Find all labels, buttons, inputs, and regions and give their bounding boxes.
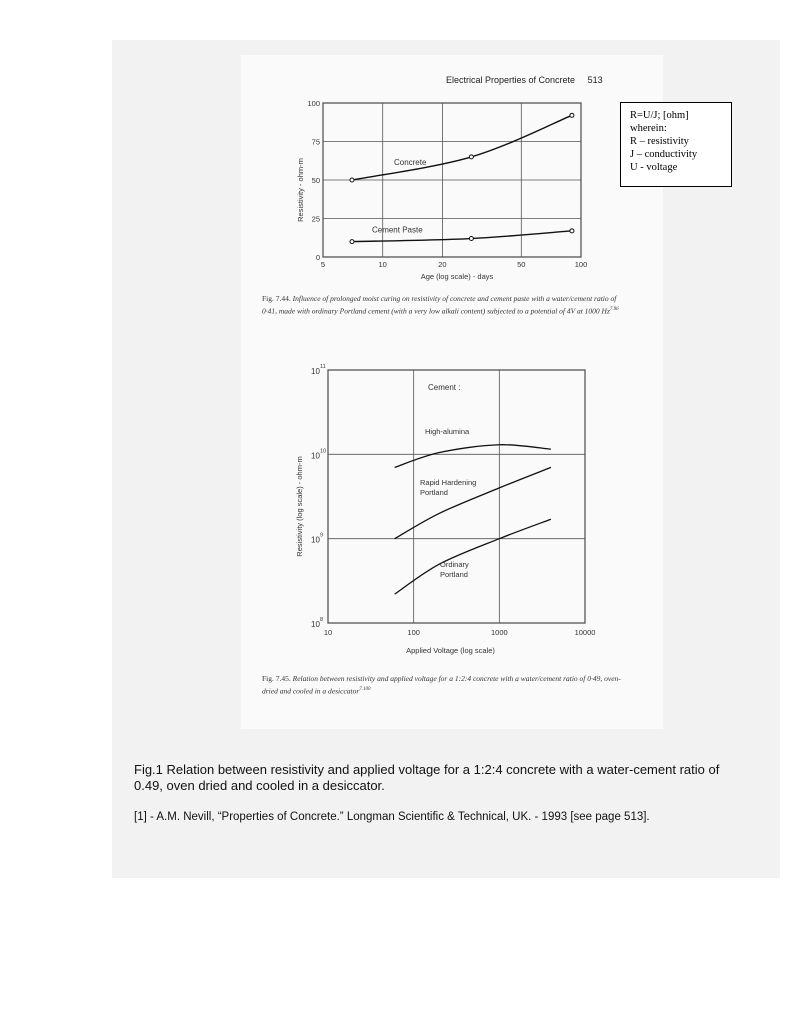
note-line: wherein: <box>630 123 667 134</box>
x-axis-label: Applied Voltage (log scale) <box>406 646 495 655</box>
series-label: Cement Paste <box>371 225 423 235</box>
note-line: J – conductivity <box>630 149 698 160</box>
fig-744-ref: 7.96 <box>609 307 619 312</box>
y-axis-label: Resistivity - ohm-m <box>296 158 305 222</box>
x-tick-label: 100 <box>407 628 420 637</box>
series-line <box>395 445 551 468</box>
series-label: Portland <box>440 570 468 579</box>
x-axis-label: Age (log scale) - days <box>420 272 494 281</box>
y-tick-label: 50 <box>311 176 320 185</box>
note-line: R=U/J; [ohm] <box>630 110 689 121</box>
series-label: Ordinary <box>440 560 469 569</box>
x-tick-label: 10 <box>323 628 333 637</box>
fig-745-caption <box>262 673 632 697</box>
y-tick-label: 0 <box>315 253 320 262</box>
y-axis-label: Resistivity (log scale) - ohm-m <box>295 456 304 557</box>
y-tick-exponent: 10 <box>320 448 327 455</box>
resistivity-formula-note <box>620 102 732 187</box>
reference: [1] - A.M. Nevill, “Properties of Concrete.” Longman Scientific & Technical, UK. - 1993 [see page 513]. <box>134 811 650 823</box>
fig-745-ref: 7.100 <box>359 687 371 692</box>
y-tick-base: 10 <box>311 451 320 461</box>
y-tick-label: 75 <box>311 137 320 147</box>
figure-caption: Fig.1 Relation between resistivity and applied voltage for a 1:2:4 concrete with a water-cement ratio of 0.49, oven dried and cooled in a desiccator. <box>134 762 720 793</box>
y-tick-base: 10 <box>311 535 320 545</box>
y-tick-label: 100 <box>307 99 320 108</box>
fig-745-text: Relation between resistivity and applied voltage for a 1:2:4 concrete with a water/cement ratio of 0·49, oven-dried and cooled in a desiccator <box>262 674 621 696</box>
series-label: Rapid Hardening <box>420 478 477 487</box>
fig-744-label: Fig. 7.44. <box>262 294 291 303</box>
legend-title: Cement : <box>428 383 461 392</box>
fig-744-text: Influence of prolonged moist curing on resistivity of concrete and cement paste with a water/cement ratio of 0·41, made with ordinary Portland cement (with a very low alkali content) subjected to a potential of 4V at 1000 Hz <box>262 294 617 316</box>
y-tick-exponent: 8 <box>320 617 324 623</box>
series-label: Portland <box>420 488 448 497</box>
page-header-title: Electrical Properties of Concrete <box>446 75 576 85</box>
y-tick-base: 10 <box>311 620 320 629</box>
plot-frame <box>328 370 585 623</box>
y-tick-label: 25 <box>311 214 320 224</box>
x-tick-label: 20 <box>438 260 447 269</box>
y-tick-exponent: 11 <box>320 364 326 370</box>
page-number: 513 <box>587 75 603 85</box>
series-line <box>395 519 551 594</box>
y-tick-exponent: 9 <box>320 532 324 539</box>
note-line: R – resistivity <box>630 136 689 147</box>
x-tick-label: 10000 <box>574 628 596 637</box>
y-tick-base: 10 <box>311 367 320 376</box>
x-tick-label: 1000 <box>490 628 508 637</box>
x-tick-label: 50 <box>517 260 526 269</box>
x-tick-label: 5 <box>320 260 326 269</box>
x-tick-label: 10 <box>378 260 387 269</box>
note-line: U - voltage <box>630 162 678 173</box>
series-label: High-alumina <box>425 427 470 436</box>
fig-745-label: Fig. 7.45. <box>262 674 291 683</box>
series-label: Concrete <box>393 158 427 167</box>
x-tick-label: 100 <box>574 260 588 269</box>
